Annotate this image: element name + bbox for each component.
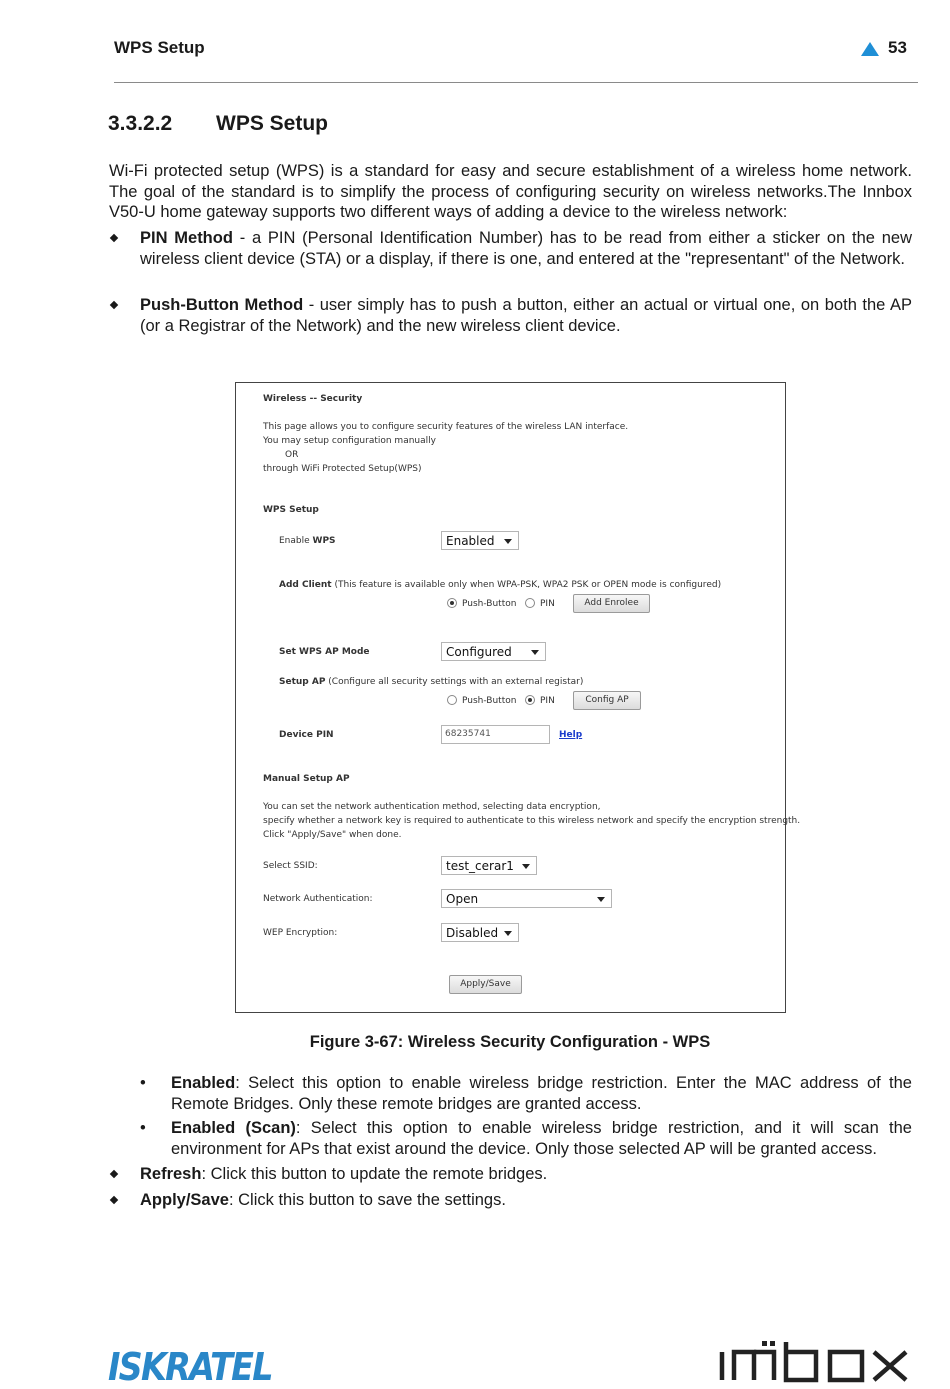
ssid-label: Select SSID: [263,861,318,871]
figure-caption: Figure 3-67: Wireless Security Configuration - WPS [309,1033,711,1051]
manual-setup-heading: Manual Setup AP [263,774,350,784]
list-item [140,1118,912,1162]
action-term: Apply/Save [140,1191,229,1209]
device-pin-field[interactable]: 68235741 [441,725,550,744]
option-term: Enabled (Scan) [171,1119,296,1137]
pin-radio[interactable] [525,598,535,608]
diamond-bullet-icon [110,234,118,242]
ssid-select[interactable]: test_cerar1 [441,856,537,875]
setup-ap-label: Setup AP (Configure all security settings with an external registar) [279,677,584,687]
option-text: : Select this option to enable wireless bridge restriction, and it will scan the environment for APs that exist around the device. Only those selected AP will be granted access. [171,1119,912,1158]
method-text: - a PIN (Personal Identification Number) has to be read from either a sticker on the new wireless client device (STA) or a display, if there is one, and entered at the "representant" of the Network. [140,229,912,268]
list-item [140,1073,912,1117]
list-item [109,295,912,337]
config-ap-button[interactable]: Config AP [573,691,641,710]
option-text: : Select this option to enable wireless bridge restriction. Enter the MAC address of the Remote Bridges. Only these remote bridges are granted access. [171,1074,912,1113]
add-client-label: Add Client (This feature is available only when WPA-PSK, WPA2 PSK or OPEN mode is configured) [279,580,722,590]
header-divider [114,82,918,83]
setup-pin-label: PIN [540,696,555,706]
device-pin-label: Device PIN [279,730,334,740]
help-link[interactable]: Help [559,730,583,740]
section-title: WPS Setup [216,112,329,135]
wep-label: WEP Encryption: [263,928,338,938]
push-button-radio[interactable] [447,598,457,608]
setup-pin-radio[interactable] [525,695,535,705]
action-text: : Click this button to save the settings. [228,1191,506,1209]
chevron-down-icon [522,864,530,869]
manual-desc-line: specify whether a network key is required to authenticate to this wireless network and specify the encryption strength. [263,816,801,826]
inbox-logo [718,1340,912,1384]
triangle-icon [861,42,879,56]
bullet-dot-icon: • [140,1119,146,1137]
list-item [109,1164,912,1186]
apply-save-button[interactable]: Apply/Save [449,975,522,994]
enable-wps-label: Enable WPS [279,536,336,546]
bullet-dot-icon: • [140,1074,146,1092]
screen-desc-line: You may setup configuration manually [263,436,436,446]
auth-label: Network Authentication: [263,894,373,904]
chevron-down-icon [531,650,539,655]
manual-desc-line: You can set the network authentication method, selecting data encryption, [263,802,601,812]
ap-mode-select[interactable]: Configured [441,642,546,661]
diamond-bullet-icon [110,1196,118,1204]
iskratel-logo: ISKRATEL [108,1345,272,1389]
method-term: PIN Method [140,229,233,247]
list-item [109,1190,912,1212]
screen-desc-line: through WiFi Protected Setup(WPS) [263,464,422,474]
wep-select[interactable]: Disabled [441,923,519,942]
diamond-bullet-icon [110,1170,118,1178]
chevron-down-icon [597,897,605,902]
running-header-title: WPS Setup [114,38,205,57]
screen-title: Wireless -- Security [263,394,363,404]
enable-wps-select[interactable]: Enabled [441,531,519,550]
diamond-bullet-icon [110,301,118,309]
auth-select[interactable]: Open [441,889,612,908]
setup-push-button-radio[interactable] [447,695,457,705]
page-number: 53 [888,38,907,57]
chevron-down-icon [504,931,512,936]
add-enrolee-button[interactable]: Add Enrolee [573,594,650,613]
setup-push-button-label: Push-Button [462,696,517,706]
option-term: Enabled [171,1074,236,1092]
chevron-down-icon [504,539,512,544]
action-text: : Click this button to update the remote bridges. [201,1165,548,1183]
intro-paragraph: Wi-Fi protected setup (WPS) is a standard for easy and secure establishment of a wireless home network. The goal of the standard is to simplify the process of configuring security on wireless networks.The Innbox V50-U home gateway supports two different ways of adding a device to the wireless network: [109,162,912,221]
method-text: - user simply has to push a button, either an actual or virtual one, on both the AP (or a Registrar of the Network) and the new wireless client device. [140,296,912,335]
list-item [109,228,912,290]
action-term: Refresh [140,1165,202,1183]
wps-setup-heading: WPS Setup [263,505,319,515]
screen-desc-line: This page allows you to configure security features of the wireless LAN interface. [263,422,629,432]
set-ap-mode-label: Set WPS AP Mode [279,647,370,657]
screen-desc-line: OR [285,450,299,460]
method-term: Push-Button Method [140,296,304,314]
wps-screenshot [235,382,801,1013]
section-number: 3.3.2.2 [108,112,173,135]
push-button-radio-label: Push-Button [462,599,517,609]
pin-radio-label: PIN [540,599,555,609]
manual-desc-line: Click "Apply/Save" when done. [263,830,402,840]
